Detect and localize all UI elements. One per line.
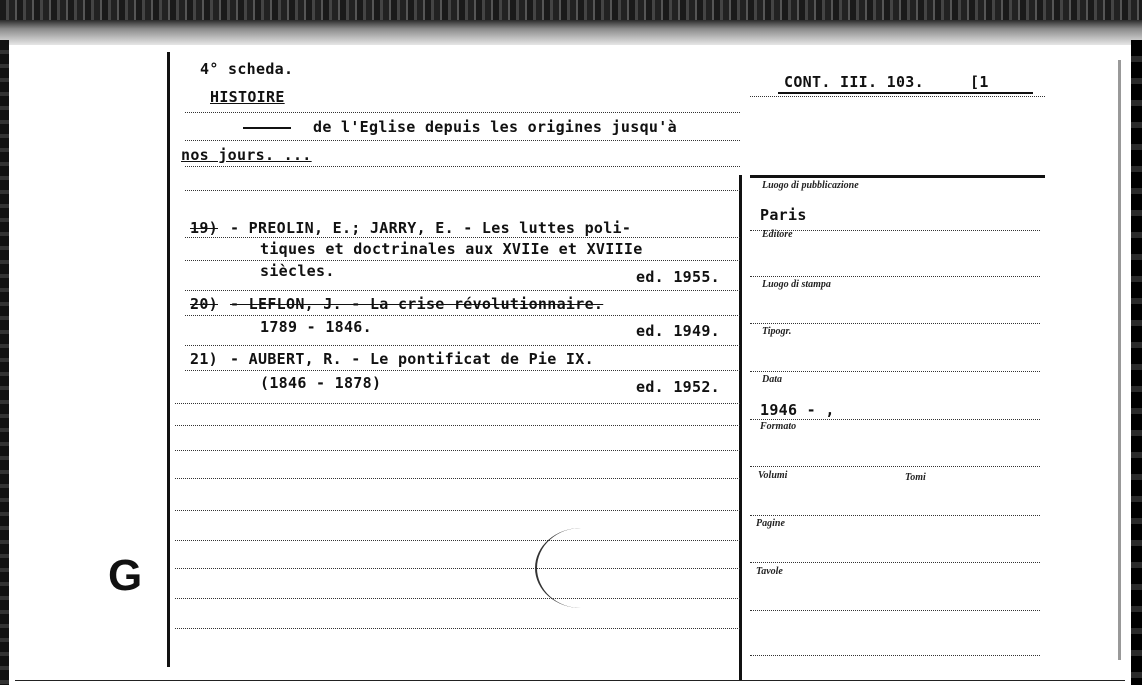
sidebar-rule <box>750 562 1040 563</box>
entry-20-edition: ed. 1949. <box>636 322 720 340</box>
heading-word: HISTOIRE <box>210 88 285 106</box>
scan-right-edge <box>1131 40 1142 685</box>
collocation-suffix: [1 <box>970 73 989 91</box>
sidebar-rule <box>750 276 1040 277</box>
card-bottom-rule <box>15 680 1125 681</box>
body-rule <box>185 370 740 371</box>
heading-line-3: nos jours. ... <box>181 146 312 164</box>
tipogr-label: Tipogr. <box>762 326 792 337</box>
body-rule <box>175 425 740 426</box>
body-rule <box>185 345 740 346</box>
body-rule <box>175 450 740 451</box>
sidebar-top-rule <box>750 175 1045 178</box>
body-rule <box>185 315 740 316</box>
pagine-label: Pagine <box>756 518 785 529</box>
body-rule <box>175 568 740 569</box>
data-value: 1946 - , <box>760 401 835 419</box>
sidebar-rule <box>750 610 1040 611</box>
tavole-label: Tavole <box>756 566 783 577</box>
sidebar-divider-rule <box>739 175 742 680</box>
sidebar-rule <box>750 515 1040 516</box>
luogo-pubblicazione-label: Luogo di pubblicazione <box>762 180 859 191</box>
volumi-label: Volumi <box>758 470 788 481</box>
heading-line-2: de l'Eglise depuis les origines jusqu'à <box>313 118 677 136</box>
body-rule <box>175 540 740 541</box>
header-rule-1 <box>185 112 740 113</box>
sidebar-rule <box>750 419 1040 420</box>
sidebar-rule <box>750 230 1040 231</box>
body-rule <box>185 290 740 291</box>
scan-top-shadow <box>0 20 1142 45</box>
body-rule <box>185 260 740 261</box>
sidebar-rule <box>750 466 1040 467</box>
luogo-stampa-label: Luogo di stampa <box>762 279 831 290</box>
scan-top-edge <box>0 0 1142 20</box>
entry-20-line-1: - LEFLON, J. - La crise révolutionnaire. <box>230 295 604 313</box>
body-rule <box>175 403 740 404</box>
sidebar-rule <box>750 323 1040 324</box>
entry-20-line-2: 1789 - 1846. <box>260 318 372 336</box>
entry-21-edition: ed. 1952. <box>636 378 720 396</box>
entry-19-line-3: siècles. <box>260 262 335 280</box>
entry-19-edition: ed. 1955. <box>636 268 720 286</box>
scan-right-line <box>1118 60 1121 660</box>
luogo-pubblicazione-value: Paris <box>760 206 807 224</box>
margin-letter: G <box>108 551 143 600</box>
data-label: Data <box>762 374 782 385</box>
header-rule-3 <box>185 166 740 167</box>
header-rule-2 <box>185 140 740 141</box>
entry-19-line-2: tiques et doctrinales aux XVIIe et XVIIIe <box>260 240 643 258</box>
body-rule <box>185 190 740 191</box>
sidebar-rule <box>750 655 1040 656</box>
editore-label: Editore <box>762 229 793 240</box>
heading-repeat-dash <box>243 127 291 129</box>
collocation-reference: CONT. III. 103. <box>784 73 924 91</box>
body-rule <box>185 237 740 238</box>
entry-20-number: 20) <box>190 295 218 313</box>
sidebar-rule <box>750 371 1040 372</box>
entry-19-number: 19) <box>190 219 218 237</box>
scan-left-edge <box>0 40 9 685</box>
body-rule <box>175 598 740 599</box>
body-rule <box>175 478 740 479</box>
entry-21-line-2: (1846 - 1878) <box>260 374 382 392</box>
formato-label: Formato <box>760 421 797 432</box>
scheda-number: 4° scheda. <box>200 60 294 78</box>
tomi-label: Tomi <box>905 472 926 483</box>
header-rule-right <box>750 96 1045 97</box>
entry-21-line-1: - AUBERT, R. - Le pontificat de Pie IX. <box>230 350 594 368</box>
body-rule <box>175 628 740 629</box>
punch-hole-mark <box>535 528 627 608</box>
entry-21-number: 21) <box>190 350 218 368</box>
entry-19-line-1: - PREOLIN, E.; JARRY, E. - Les luttes poli- <box>230 219 632 237</box>
left-margin-rule <box>167 52 170 667</box>
reference-underline <box>778 92 1033 94</box>
body-rule <box>175 510 740 511</box>
